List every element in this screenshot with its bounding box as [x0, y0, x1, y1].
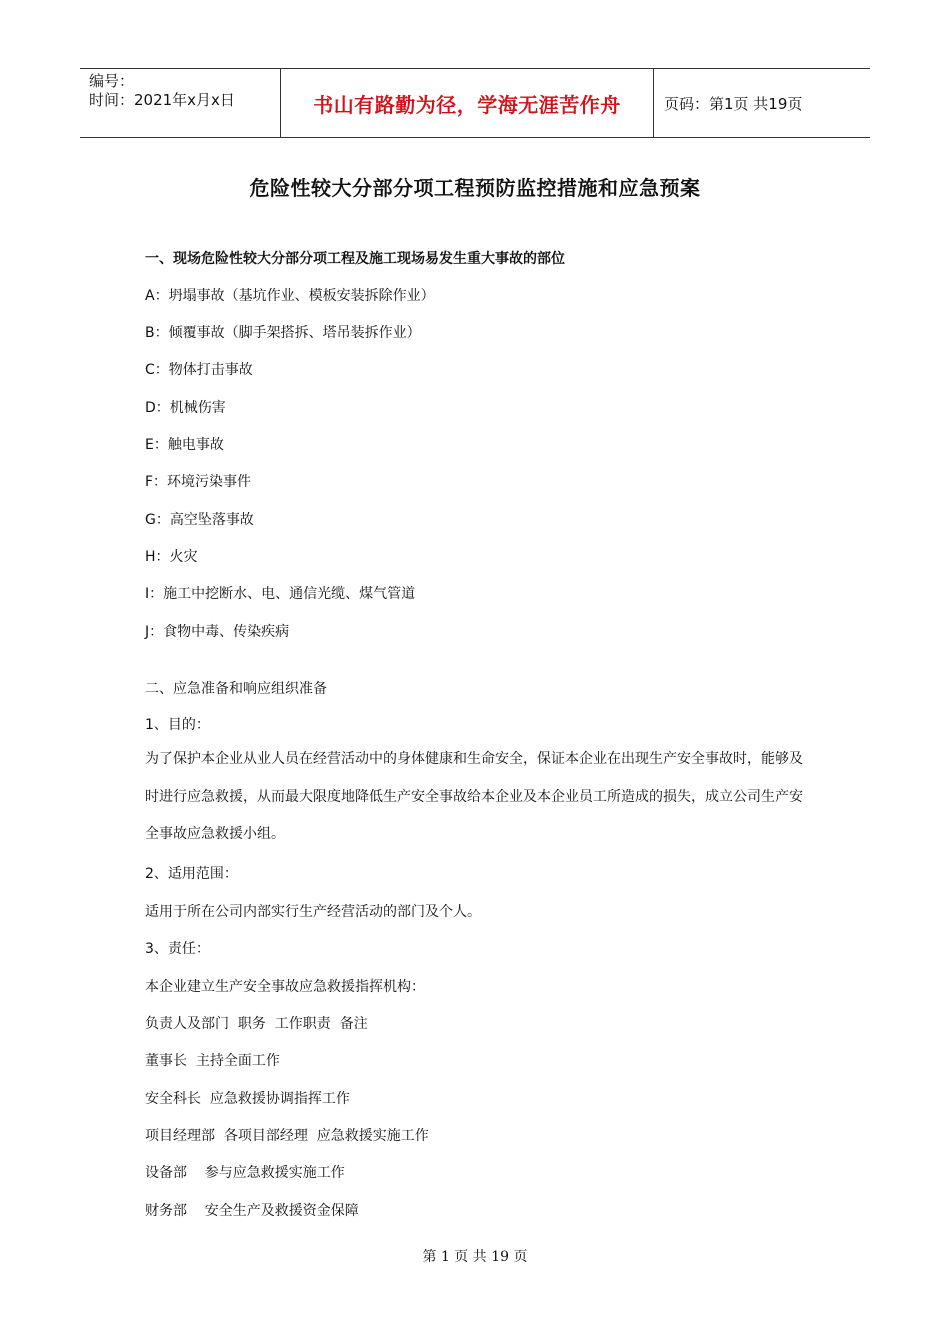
hazard-item: H：火灾 — [145, 549, 198, 565]
document-number-label: 编号： — [89, 72, 135, 90]
responsibility-row: 项目经理部 各项目部经理 应急救援实施工作 — [145, 1128, 429, 1144]
hazard-item: F：环境污染事件 — [145, 474, 252, 490]
scope-heading: 2、适用范围： — [145, 866, 238, 882]
hazard-item: J：食物中毒、传染疾病 — [145, 624, 290, 640]
responsibility-row: 安全科长 应急救援协调指挥工作 — [145, 1091, 350, 1107]
header-page-info: 页码：第1页 共19页 — [664, 94, 803, 113]
hazard-item: E：触电事故 — [145, 437, 224, 453]
purpose-paragraph: 为了保护本企业从业人员在经营活动中的身体健康和生命安全，保证本企业在出现生产安全事故时，能够及时进行应急救援，从而最大限度地降低生产安全事故给本企业及本企业员工所造成的损失，成立公司生产安全事故应急救援小组。 — [145, 751, 803, 842]
section1-heading: 一、现场危险性较大分部分项工程及施工现场易发生重大事故的部位 — [145, 251, 565, 267]
header-motto: 书山有路勤为径，学海无涯苦作舟 — [313, 92, 621, 117]
hazard-item: D：机械伤害 — [145, 400, 226, 416]
header-left-cell — [80, 69, 281, 137]
header-table — [80, 68, 870, 138]
responsibility-heading: 3、责任： — [145, 941, 210, 957]
responsibility-row: 董事长 主持全面工作 — [145, 1053, 280, 1069]
section2-heading: 二、应急准备和响应组织准备 — [145, 681, 327, 697]
responsibility-row: 负责人及部门 职务 工作职责 备注 — [145, 1016, 368, 1032]
page-footer: 第 1 页 共 19 页 — [422, 1249, 528, 1265]
responsibility-intro: 本企业建立生产安全事故应急救援指挥机构： — [145, 979, 425, 995]
header-motto-cell — [281, 69, 654, 137]
hazard-item: G：高空坠落事故 — [145, 512, 254, 528]
hazard-item: A：坍塌事故（基坑作业、模板安装拆除作业） — [145, 288, 435, 304]
hazard-item: I：施工中挖断水、电、通信光缆、煤气管道 — [145, 586, 416, 602]
responsibility-row: 设备部 参与应急救援实施工作 — [145, 1165, 345, 1181]
hazard-item: C：物体打击事故 — [145, 362, 253, 378]
responsibility-row: 财务部 安全生产及救援资金保障 — [145, 1203, 359, 1219]
document-time-label: 时间：2021年x月x日 — [89, 91, 235, 109]
purpose-heading: 1、目的： — [145, 717, 210, 733]
document-title: 危险性较大分部分项工程预防监控措施和应急预案 — [249, 176, 701, 200]
scope-paragraph: 适用于所在公司内部实行生产经营活动的部门及个人。 — [145, 904, 481, 920]
hazard-item: B：倾覆事故（脚手架搭拆、塔吊装拆作业） — [145, 325, 421, 341]
